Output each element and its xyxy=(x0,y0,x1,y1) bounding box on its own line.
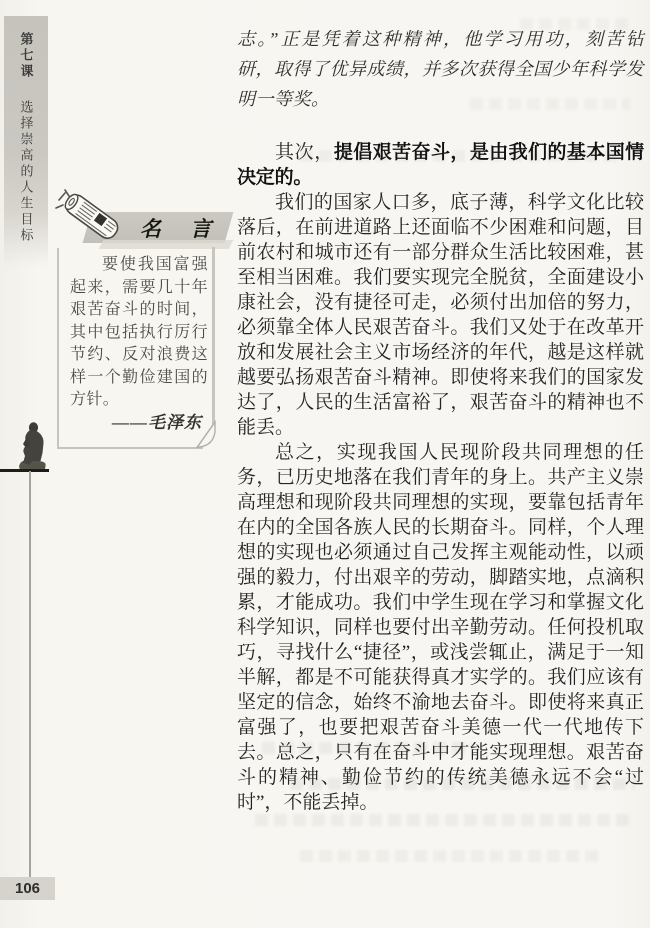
bleedthrough-mark xyxy=(255,814,635,826)
margin-baseline-rule xyxy=(0,469,49,472)
margin-vertical-rule xyxy=(29,471,31,877)
quote-header-label: 名 言 xyxy=(139,216,223,241)
bleedthrough-mark xyxy=(300,850,600,862)
body-paragraph-summary: 总之，实现我国人民现阶段共同理想的任务，已历史地落在我们青年的身上。共产主义崇高理想和现阶段共同理想的实现，要靠包括青年在内的全国各族人民的长期奋斗。同样，个人理想的实现也必须通过自己发挥主观能动性，以顽强的毅力，付出艰辛的劳动，脚踏实地，点滴积累，才能成功。我们中学生现在学习和掌握文化科学知识，同样也要付出辛勤劳动。任何投机取巧，寻找什么“捷径”，或浅尝辄止，满足于一知半解，都是不可能获得真才实学的。我们应该有坚定的信念，始终不渝地去奋斗。即使将来真正富强了，也要把艰苦奋斗美德一代一代地传下去。总之，只有在奋斗中才能实现理想。艰苦奋斗的精神、勤俭节约的传统美德永远不会“过时”，不能丢掉。 xyxy=(237,442,644,813)
chapter-number: 第七课 xyxy=(18,32,34,80)
bleedthrough-mark xyxy=(520,18,630,30)
bleedthrough-mark xyxy=(300,150,620,162)
page-number: 106 xyxy=(14,880,41,897)
heading-lead-text: 其次， xyxy=(275,142,334,163)
bleedthrough-mark xyxy=(262,742,472,754)
heading-bold-text: 提倡艰苦奋斗，是由我们的基本国情决定的。 xyxy=(237,142,644,188)
chapter-side-band xyxy=(4,16,48,268)
newspaper-icon xyxy=(51,184,135,255)
page-number-badge xyxy=(0,877,55,900)
body-paragraph-national-conditions: 我们的国家人口多，底子薄，科学文化比较落后，在前进道路上还面临不少困难和问题，目前农村和城市还有一部分群众生活比较困难，甚至相当困难。我们要实现完全脱贫，全面建设小康社会，没有捷径可走，必须付出加倍的努力，必须靠全体人民艰苦奋斗。我们又处于在改革开放和发展社会主义市场经济的年代，越是这样就越要弘扬艰苦奋斗精神。即使将来我们的国家发达了，人民的生活富裕了，艰苦奋斗的精神也不能丢。 xyxy=(237,192,644,438)
quote-box-left-border xyxy=(57,248,59,448)
bleedthrough-mark xyxy=(470,98,630,110)
story-continuation-paragraph: 志。”正是凭着这种精神，他学习用功，刻苦钻研，取得了优异成绩，并多次获得全国少年科学发明一等奖。 xyxy=(237,29,644,109)
quote-text: 要使我国富强起来，需要几十年艰苦奋斗的时间，其中包括执行厉行节约、反对浪费这样一个勤俭建国的方针。 xyxy=(70,256,208,408)
thinker-statue-image xyxy=(15,421,48,476)
chapter-title: 选择崇高的人生目标 xyxy=(18,100,34,244)
bleedthrough-mark xyxy=(290,778,635,790)
quote-box-right-border xyxy=(212,247,215,431)
quote-box-bottom-border xyxy=(57,447,203,449)
quote-attribution: ——毛泽东 xyxy=(112,413,202,432)
section-heading-paragraph xyxy=(237,140,644,190)
main-text-column xyxy=(237,24,644,815)
quote-box xyxy=(57,188,223,456)
